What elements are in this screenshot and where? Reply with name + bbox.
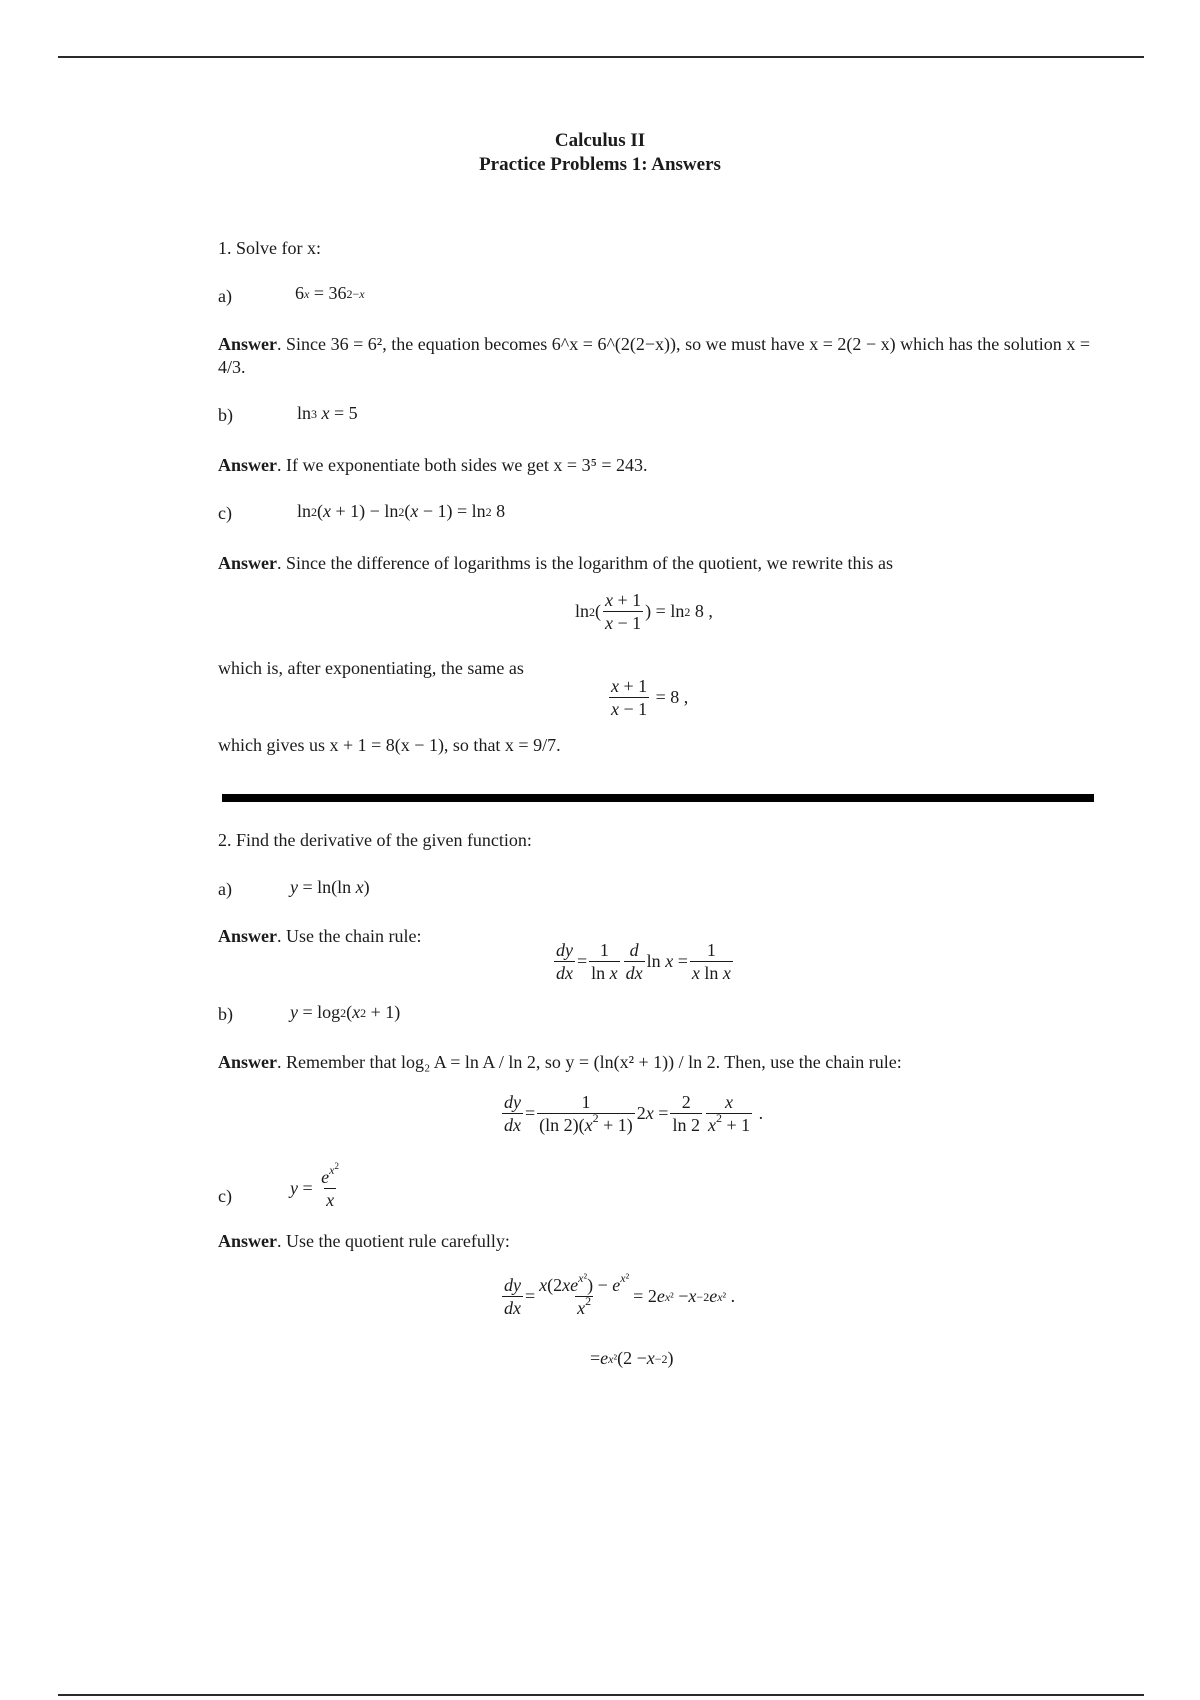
p1c-conclusion: which gives us x + 1 = 8(x − 1), so that x = 9/7. (218, 735, 561, 755)
p2b-answer-text: Remember that log₂ A = ln A / ln 2, so y = (ln(x² + 1)) / ln 2. Then, use the chain rule: (286, 1052, 902, 1072)
p1c-display-eq2: $\frac{x + 1}{x - 1}$ = 8 , (611, 676, 689, 719)
p2a-label: a) (218, 879, 232, 899)
p2b-answer: Answer. Remember that log₂ A = ln A / ln 2, so y = (ln(x² + 1)) / ln 2. Then, use the chain rule: (218, 1052, 902, 1072)
answer-label: Answer (218, 1052, 277, 1072)
answer-label: Answer (218, 926, 277, 946)
problem2-prompt: 2. Find the derivative of the given function: (218, 830, 532, 850)
answer-label: Answer (218, 1231, 277, 1251)
top-rule (58, 56, 1144, 58)
section-divider (222, 794, 1094, 802)
p2c-answer: Answer. Use the quotient rule carefully: (218, 1231, 510, 1251)
p1a-answer-text: Since 36 = 6², the equation becomes 6^x = 6^(2(2−x)), so we must have x = 2(2 − x) which has the solution x = 4/3. (218, 334, 1091, 377)
answer-label: Answer (218, 455, 277, 475)
problem1-prompt: 1. Solve for x: (218, 238, 321, 258)
p2b-equation: y = log 2 ( x 2 + 1) (290, 1002, 401, 1022)
answer-label: Answer (218, 553, 277, 573)
page-title: Calculus II (554, 130, 646, 151)
p1a-answer: Answer. Since 36 = 6², the equation becomes 6^x = 6^(2(2−x)), so we must have x = 2(2 − x) which has the solution x = 4/3. (218, 334, 1091, 377)
p1b-answer: Answer. If we exponentiate both sides we get x = 3⁵ = 243. (218, 455, 648, 475)
p1b-equation: ln 3 x = 5 (297, 403, 358, 423)
p2c-label: c) (218, 1186, 232, 1206)
p2a-answer: Answer. Use the chain rule: (218, 926, 422, 946)
p1a-label: a) (218, 286, 232, 306)
p1c-label: c) (218, 503, 232, 523)
p1c-answer: Answer. Since the difference of logarithms is the logarithm of the quotient, we rewrite this as (218, 553, 893, 573)
p1a-equation: 6 x = 36 2−x (295, 283, 365, 303)
p2c-display-eq2: = e x² (2 − x −2 ) (590, 1348, 674, 1368)
page-subtitle: Practice Problems 1: Answers (479, 154, 721, 175)
p2a-equation: y = ln(ln x ) (290, 877, 370, 897)
p1c-after-exp: which is, after exponentiating, the same as (218, 658, 524, 678)
bottom-rule (58, 1694, 1144, 1696)
p1b-label: b) (218, 405, 233, 425)
p2c-equation: y = $\frac{e^{x^2}}{x}$ (290, 1161, 339, 1210)
p2b-display-eq: $\frac{dy}{dx}$ = $\frac{1}{(\ln 2)(x^2 + 1)}$ 2 x = $\frac{2}{\ln 2}$ $\frac{x}{x^2 + 1}$ . (504, 1092, 764, 1135)
p2a-display-eq: $\frac{dy}{dx}$ = $\frac{1}{\text{ln x}}$ $\frac{d}{dx}$ ln x = $\frac{1}{\text{x ln x}}$ (556, 940, 731, 983)
p1c-display-eq1: ln 2 ( $\frac{x + 1}{x - 1}$ ) = ln 2 8 , (575, 590, 713, 633)
p2c-answer-text: Use the quotient rule carefully: (286, 1231, 510, 1251)
p2c-display-eq1: $\frac{dy}{dx}$ = $\frac{x(2xe^{x^2}) - e^{x^2}}{x^2}$ = 2 e x² − x −2 e x² . (504, 1271, 736, 1318)
p1c-equation: ln 2 ( x + 1) − ln 2 ( x − 1) = ln 2 8 (297, 501, 506, 521)
p2b-label: b) (218, 1004, 233, 1024)
p1c-answer-text: Since the difference of logarithms is the logarithm of the quotient, we rewrite this as (286, 553, 893, 573)
p2a-answer-text: Use the chain rule: (286, 926, 422, 946)
answer-label: Answer (218, 334, 277, 354)
p1b-answer-text: If we exponentiate both sides we get x = 3⁵ = 243. (286, 455, 648, 475)
